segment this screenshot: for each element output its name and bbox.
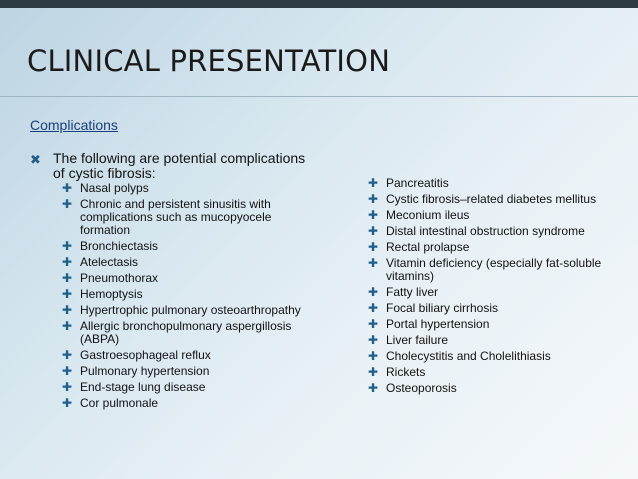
left-complications-list <box>62 182 302 413</box>
plus-icon: ✚ <box>62 380 73 394</box>
list-item <box>368 366 630 379</box>
complications-heading: Complications <box>30 117 118 133</box>
plus-icon: ✚ <box>368 176 379 190</box>
plus-icon: ✚ <box>368 256 379 270</box>
lead-text: The following are potential complications of cystic fibrosis: <box>53 150 306 181</box>
plus-icon: ✚ <box>62 239 73 253</box>
list-item <box>62 240 302 253</box>
plus-icon: ✚ <box>62 271 73 285</box>
list-item-text: Pneumothorax <box>80 271 159 285</box>
list-item <box>368 350 630 363</box>
list-item-text: Meconium ileus <box>386 208 470 222</box>
list-item-text: Pulmonary hypertension <box>80 364 210 378</box>
plus-icon: ✚ <box>368 192 379 206</box>
plus-icon: ✚ <box>62 396 73 410</box>
list-item <box>368 334 630 347</box>
list-item <box>368 257 630 283</box>
list-item-text: Rickets <box>386 365 426 379</box>
plus-icon: ✚ <box>62 255 73 269</box>
x-mark-icon: ✖ <box>30 152 41 167</box>
list-item <box>368 225 630 238</box>
list-item <box>368 193 630 206</box>
list-item-text: Cholecystitis and Cholelithiasis <box>386 349 551 363</box>
list-item-text: Cor pulmonale <box>80 396 159 410</box>
plus-icon: ✚ <box>62 197 73 211</box>
list-item-text: Distal intestinal obstruction syndrome <box>386 224 585 238</box>
list-item <box>62 397 302 410</box>
list-item <box>62 272 302 285</box>
list-item-text: Allergic bronchopulmonary aspergillosis (ABPA) <box>80 319 292 346</box>
list-item-text: Osteoporosis <box>386 381 457 395</box>
list-item-text: Cystic fibrosis–related diabetes mellitus <box>386 192 597 206</box>
list-item <box>368 209 630 222</box>
plus-icon: ✚ <box>368 285 379 299</box>
plus-icon: ✚ <box>368 365 379 379</box>
list-item-text: Pancreatitis <box>386 176 449 190</box>
list-item <box>62 381 302 394</box>
plus-icon: ✚ <box>368 317 379 331</box>
list-item-text: Nasal polyps <box>80 181 149 195</box>
list-item-text: Hemoptysis <box>80 287 143 301</box>
plus-icon: ✚ <box>368 301 379 315</box>
list-item <box>62 288 302 301</box>
list-item-text: Hypertrophic pulmonary osteoarthropathy <box>80 303 301 317</box>
lead-bullet <box>30 151 315 181</box>
plus-icon: ✚ <box>368 240 379 254</box>
plus-icon: ✚ <box>62 181 73 195</box>
plus-icon: ✚ <box>368 224 379 238</box>
list-item <box>62 320 302 346</box>
plus-icon: ✚ <box>368 349 379 363</box>
list-item <box>368 241 630 254</box>
slide-title: CLINICAL PRESENTATION <box>27 44 391 78</box>
list-item <box>62 304 302 317</box>
list-item <box>62 182 302 195</box>
list-item-text: Portal hypertension <box>386 317 490 331</box>
plus-icon: ✚ <box>62 319 73 333</box>
list-item <box>368 286 630 299</box>
top-bar <box>0 0 638 8</box>
plus-icon: ✚ <box>368 208 379 222</box>
list-item <box>62 256 302 269</box>
list-item <box>368 177 630 190</box>
list-item <box>368 302 630 315</box>
plus-icon: ✚ <box>368 381 379 395</box>
list-item-text: Fatty liver <box>386 285 439 299</box>
list-item <box>62 349 302 362</box>
list-item-text: End-stage lung disease <box>80 380 206 394</box>
plus-icon: ✚ <box>62 287 73 301</box>
list-item-text: Focal biliary cirrhosis <box>386 301 499 315</box>
list-item-text: Atelectasis <box>80 255 139 269</box>
list-item <box>368 382 630 395</box>
title-divider <box>0 96 638 97</box>
list-item-text: Vitamin deficiency (especially fat-soluble vitamins) <box>386 256 602 283</box>
plus-icon: ✚ <box>62 348 73 362</box>
list-item-text: Chronic and persistent sinusitis with complications such as mucopyocele formation <box>80 197 272 237</box>
list-item-text: Gastroesophageal reflux <box>80 348 211 362</box>
plus-icon: ✚ <box>62 303 73 317</box>
list-item <box>62 365 302 378</box>
right-complications-list <box>368 177 630 398</box>
plus-icon: ✚ <box>62 364 73 378</box>
list-item-text: Rectal prolapse <box>386 240 470 254</box>
list-item-text: Liver failure <box>386 333 449 347</box>
list-item <box>62 198 302 237</box>
plus-icon: ✚ <box>368 333 379 347</box>
list-item-text: Bronchiectasis <box>80 239 159 253</box>
list-item <box>368 318 630 331</box>
